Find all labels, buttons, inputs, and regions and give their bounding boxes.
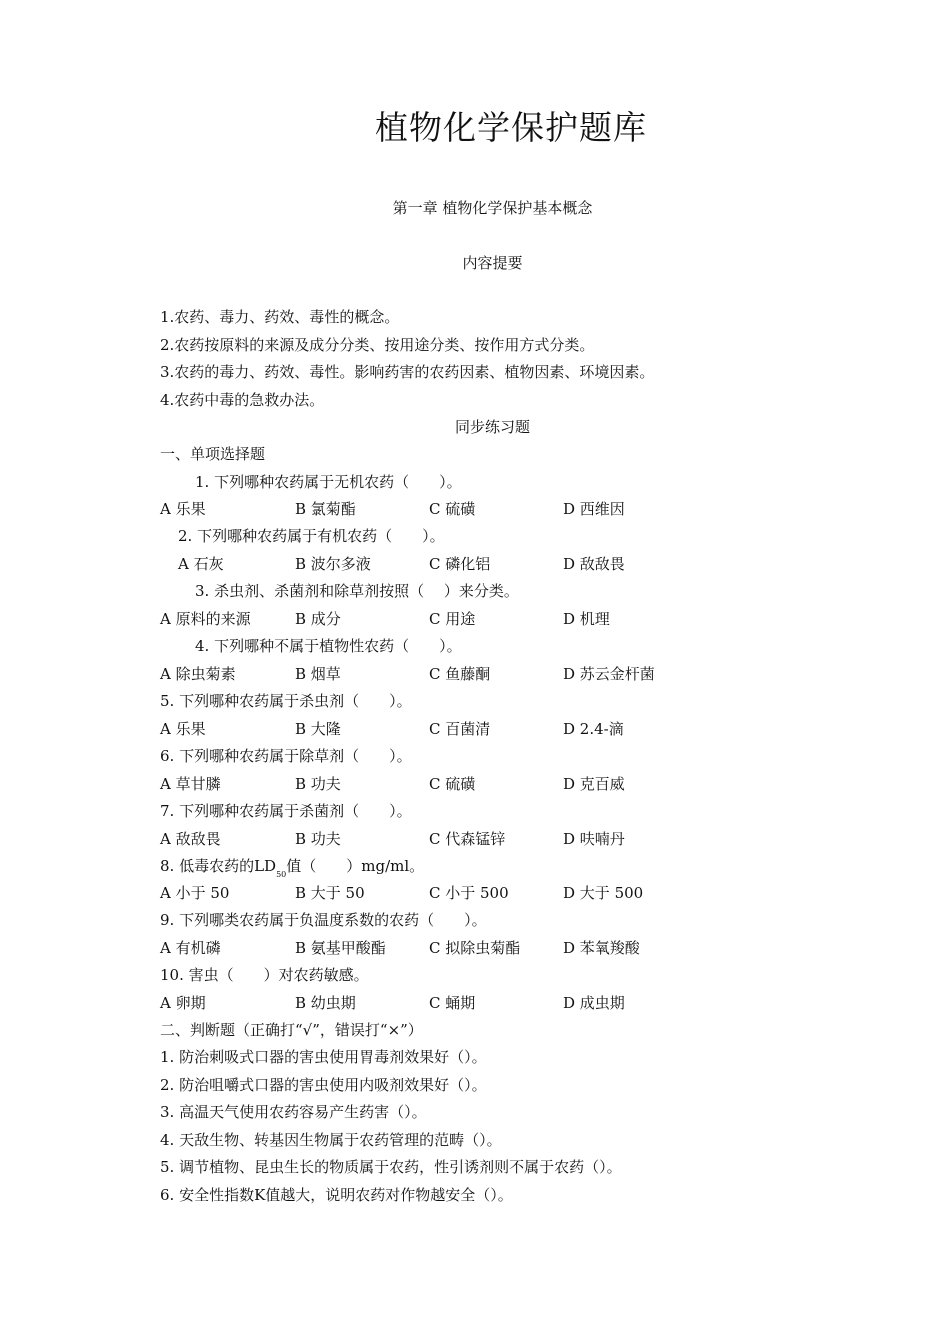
option-c: C 磷化铝 <box>429 555 491 573</box>
option-c: C 用途 <box>429 610 476 628</box>
option-d: D 呋喃丹 <box>563 830 625 848</box>
question-text: 值（ ）mg/ml。 <box>286 857 425 875</box>
judgment-item: 2. 防治咀嚼式口器的害虫使用内吸剂效果好（）。 <box>160 1076 487 1094</box>
option-b: B 功夫 <box>295 830 341 848</box>
judgment-item: 4. 天敌生物、转基因生物属于农药管理的范畴（）。 <box>160 1131 502 1149</box>
option-c: C 鱼藤酮 <box>429 665 491 683</box>
option-b: B 波尔多液 <box>295 555 371 573</box>
summary-item: 1.农药、毒力、药效、毒性的概念。 <box>160 308 400 326</box>
section-single-choice: 一、单项选择题 <box>160 445 266 463</box>
question: 9. 下列哪类农药属于负温度系数的农药（ ）。 <box>160 911 487 929</box>
option-a: A 敌敌畏 <box>160 830 221 848</box>
option-b: B 幼虫期 <box>295 994 356 1012</box>
option-d: D 苯氧羧酸 <box>563 939 640 957</box>
subscript: 50 <box>276 870 287 879</box>
question: 10. 害虫（ ）对农药敏感。 <box>160 966 369 984</box>
summary-item: 4.农药中毒的急救办法。 <box>160 391 325 409</box>
question-text: 8. 低毒农药的LD <box>160 857 277 875</box>
option-a: A 有机磷 <box>160 939 221 957</box>
option-d: D 成虫期 <box>563 994 625 1012</box>
option-a: A 乐果 <box>160 720 206 738</box>
option-d: D 西维因 <box>563 500 625 518</box>
option-d: D 机理 <box>563 610 610 628</box>
option-c: C 蛹期 <box>429 994 476 1012</box>
chapter-heading: 第一章 植物化学保护基本概念 <box>392 199 593 217</box>
option-d: D 2.4-滴 <box>563 720 624 738</box>
option-b: B 烟草 <box>295 665 341 683</box>
option-a: A 卵期 <box>160 994 206 1012</box>
question: 5. 下列哪种农药属于杀虫剂（ ）。 <box>160 692 412 710</box>
option-b: B 成分 <box>295 610 341 628</box>
question: 6. 下列哪种农药属于除草剂（ ）。 <box>160 747 412 765</box>
option-c: C 小于 500 <box>429 884 509 902</box>
option-b: B 功夫 <box>295 775 341 793</box>
option-a: A 除虫菊素 <box>160 665 236 683</box>
option-b: B 氯菊酯 <box>295 500 356 518</box>
option-a: A 原料的来源 <box>160 610 251 628</box>
judgment-item: 3. 高温天气使用农药容易产生药害（）。 <box>160 1103 427 1121</box>
summary-item: 3.农药的毒力、药效、毒性。影响药害的农药因素、植物因素、环境因素。 <box>160 363 655 381</box>
section-judgment: 二、判断题（正确打“√”，错误打“×”） <box>160 1021 423 1039</box>
exercise-heading: 同步练习题 <box>454 418 530 436</box>
judgment-item: 1. 防治刺吸式口器的害虫使用胃毒剂效果好（）。 <box>160 1048 487 1066</box>
option-a: A 小于 50 <box>160 884 230 902</box>
option-b: B 大于 50 <box>295 884 365 902</box>
question: 1. 下列哪种农药属于无机农药（ ）。 <box>195 473 462 491</box>
question: 2. 下列哪种农药属于有机农药（ ）。 <box>178 527 445 545</box>
question <box>160 855 424 879</box>
option-c: C 拟除虫菊酯 <box>429 939 521 957</box>
option-d: D 敌敌畏 <box>563 555 625 573</box>
question: 4. 下列哪种不属于植物性农药（ ）。 <box>195 637 462 655</box>
option-b: B 氨基甲酸酯 <box>295 939 386 957</box>
question: 7. 下列哪种农药属于杀菌剂（ ）。 <box>160 802 412 820</box>
option-b: B 大隆 <box>295 720 341 738</box>
option-d: D 苏云金杆菌 <box>563 665 655 683</box>
summary-heading: 内容提要 <box>462 254 523 272</box>
option-a: A 乐果 <box>160 500 206 518</box>
summary-item: 2.农药按原料的来源及成分分类、按用途分类、按作用方式分类。 <box>160 336 595 354</box>
option-a: A 石灰 <box>178 555 224 573</box>
question: 3. 杀虫剂、杀菌剂和除草剂按照（ ）来分类。 <box>195 582 519 600</box>
judgment-item: 6. 安全性指数K值越大，说明农药对作物越安全（）。 <box>160 1186 513 1204</box>
option-c: C 百菌清 <box>429 720 491 738</box>
option-a: A 草甘膦 <box>160 775 221 793</box>
option-c: C 硫磺 <box>429 775 476 793</box>
option-d: D 克百威 <box>563 775 625 793</box>
option-d: D 大于 500 <box>563 884 644 902</box>
judgment-item: 5. 调节植物、昆虫生长的物质属于农药，性引诱剂则不属于农药（）。 <box>160 1158 622 1176</box>
document-title: 植物化学保护题库 <box>375 108 647 147</box>
option-c: C 代森锰锌 <box>429 830 506 848</box>
option-c: C 硫磺 <box>429 500 476 518</box>
